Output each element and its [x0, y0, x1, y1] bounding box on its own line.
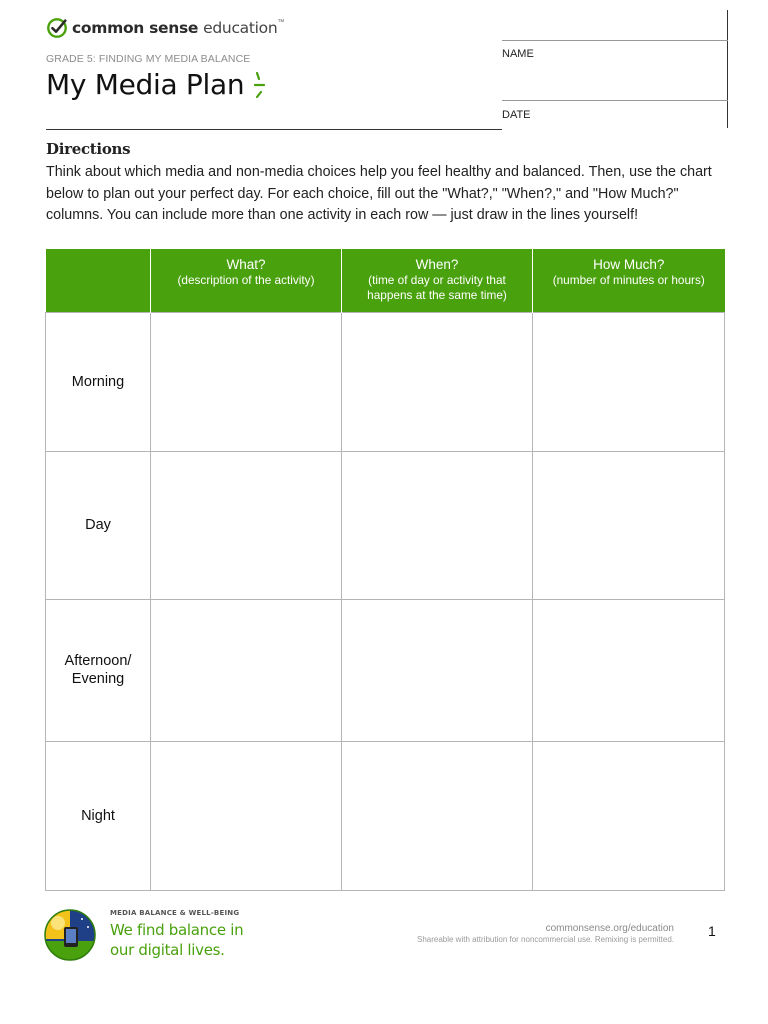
column-title: When?: [415, 257, 459, 272]
column-title: How Much?: [593, 257, 665, 272]
when-cell-morning[interactable]: [342, 312, 533, 451]
what-cell-day[interactable]: [151, 451, 342, 599]
when-cell-afternoon-evening[interactable]: [342, 599, 533, 741]
directions-heading: Directions: [46, 140, 131, 158]
page-title-text: My Media Plan: [46, 68, 245, 101]
footer-kicker: MEDIA BALANCE & WELL-BEING: [110, 909, 240, 917]
column-header-when: [342, 249, 533, 312]
footer-site-link[interactable]: commonsense.org/education: [545, 923, 674, 934]
date-label: DATE: [502, 109, 531, 121]
name-top-line: [502, 40, 728, 41]
checkmark-circle-icon: [46, 17, 68, 39]
how-much-cell-afternoon-evening[interactable]: [533, 599, 725, 741]
row-label-day: Day: [46, 451, 151, 599]
grade-line: GRADE 5: FINDING MY MEDIA BALANCE: [46, 53, 251, 65]
logo-text-bold: common sense: [72, 19, 199, 37]
column-subtitle: (number of minutes or hours): [552, 273, 705, 287]
logo-text-light: education: [203, 19, 278, 37]
header-corner-cell: [46, 249, 151, 312]
sparkle-icon: [252, 70, 270, 100]
column-subtitle: (description of the activity): [177, 273, 315, 287]
date-top-line: [502, 100, 728, 101]
common-sense-logo: [46, 16, 284, 40]
what-cell-morning[interactable]: [151, 312, 342, 451]
name-label: NAME: [502, 48, 534, 60]
row-label-afternoon-evening: Afternoon/ Evening: [46, 599, 151, 741]
footer-license-note: Shareable with attribution for noncommercial use. Remixing is permitted.: [416, 935, 674, 944]
table-row: [46, 312, 725, 451]
what-cell-afternoon-evening[interactable]: [151, 599, 342, 741]
media-balance-badge-icon: [44, 909, 96, 961]
how-much-cell-morning[interactable]: [533, 312, 725, 451]
when-cell-night[interactable]: [342, 741, 533, 890]
column-subtitle: (time of day or activity that happens at the same time): [367, 273, 507, 302]
footer-tagline: We find balance in our digital lives.: [110, 921, 244, 959]
logo-trademark: ™: [277, 19, 285, 26]
table-row: [46, 599, 725, 741]
column-header-how-much: [533, 249, 725, 312]
title-divider: [46, 129, 502, 130]
table-row: [46, 741, 725, 890]
field-border: [727, 10, 728, 128]
how-much-cell-night[interactable]: [533, 741, 725, 890]
row-label-morning: Morning: [46, 312, 151, 451]
table-row: [46, 451, 725, 599]
table-header-row: [46, 249, 725, 312]
directions-text: Think about which media and non-media choices help you feel healthy and balanced. Then, use the chart below to plan out your perfect day. For each choice, fill out the "What?," "When?," and "How Much?" columns. You can include more than one activity in each row — just draw in the lines yourself!: [46, 164, 712, 223]
column-title: What?: [226, 257, 266, 272]
when-cell-day[interactable]: [342, 451, 533, 599]
column-header-what: [151, 249, 342, 312]
row-label-night: Night: [46, 741, 151, 890]
media-plan-table: [45, 249, 725, 891]
how-much-cell-day[interactable]: [533, 451, 725, 599]
page-number: 1: [708, 923, 716, 939]
page-title: [46, 68, 270, 101]
what-cell-night[interactable]: [151, 741, 342, 890]
